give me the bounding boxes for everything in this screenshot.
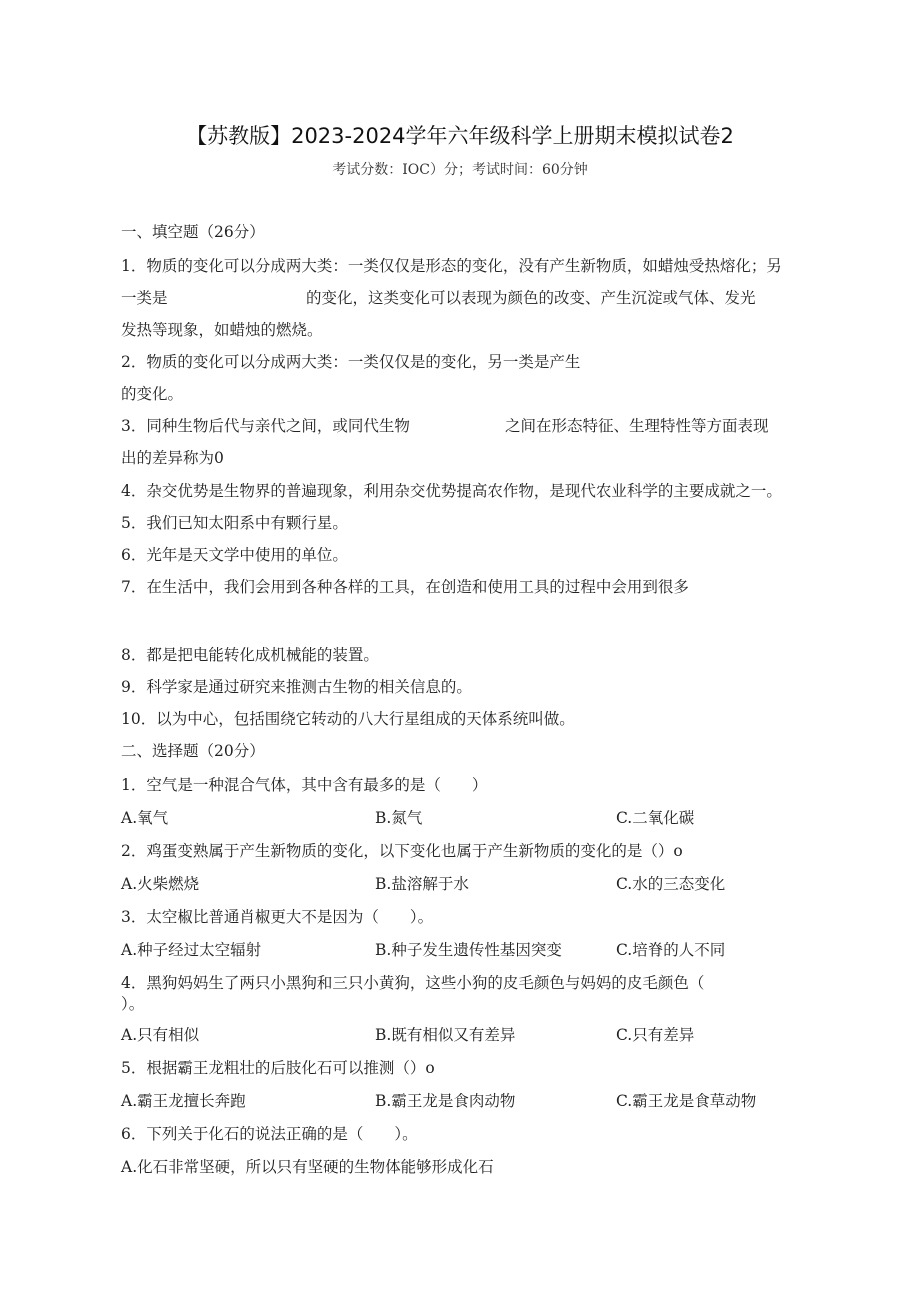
choice-3-option-a: A.种子经过太空辐射 [121,941,262,959]
choice-4-option-a: A.只有相似 [121,1026,200,1044]
choice-2-option-a: A.火柴燃烧 [121,875,200,893]
question-4: 4．杂交优势是生物界的普遍现象，利用杂交优势提高农作物，是现代农业科学的主要成就之一。 [121,482,782,500]
choice-5-option-a: A.霸王龙擅长奔跑 [121,1092,246,1110]
section-heading-fill-in: 一、填空题（26分） [121,223,265,241]
question-8: 8．都是把电能转化成机械能的装置。 [121,646,379,664]
choice-6-option-a: A.化石非常坚硬，所以只有坚硬的生物体能够形成化石 [121,1158,494,1176]
question-1-line-2-end: 的变化，这类变化可以表现为颜色的改变、产生沉淀或气体、发光 [306,289,756,307]
question-5: 5．我们已知太阳系中有颗行星。 [121,514,348,532]
question-1-line-2-start: 一类是 [121,289,168,307]
question-3-line-2: 出的差异称为0 [121,449,224,467]
exam-info: 考试分数：IOC）分；考试时间：60分钟 [332,162,588,178]
choice-2-option-c: C.水的三态变化 [616,875,726,893]
question-3-line-1-end: 之间在形态特征、生理特性等方面表现 [505,417,769,435]
choice-3-stem: 3．太空椒比普通肖椒更大不是因为（ ）。 [121,908,434,926]
choice-1-option-a: A.氧气 [121,809,169,827]
question-7: 7．在生活中，我们会用到各种各样的工具，在创造和使用工具的过程中会用到很多 [121,578,689,596]
choice-4-option-b: B.既有相似又有差异 [375,1026,516,1044]
choice-5-stem: 5．根据霸王龙粗壮的后肢化石可以推测（）o [121,1059,435,1077]
question-2-line-1: 2．物质的变化可以分成两大类：一类仅仅是的变化，另一类是产生 [121,353,581,371]
question-9: 9．科学家是通过研究来推测古生物的相关信息的。 [121,678,472,696]
choice-4-option-c: C.只有差异 [616,1026,695,1044]
choice-1-option-c: C.二氧化碳 [616,809,695,827]
choice-2-stem: 2．鸡蛋变熟属于产生新物质的变化，以下变化也属于产生新物质的变化的是（）o [121,842,683,860]
choice-3-option-b: B.种子发生遗传性基因突变 [375,941,562,959]
choice-3-option-c: C.培脊的人不同 [616,941,726,959]
choice-4-stem-line-1: 4．黑狗妈妈生了两只小黑狗和三只小黄狗，这些小狗的皮毛颜色与妈妈的皮毛颜色（ [121,974,705,992]
choice-4-stem-line-2: ）。 [121,995,145,1013]
question-2-line-2: 的变化。 [121,385,184,403]
section-heading-choice: 二、选择题（20分） [121,742,265,760]
choice-5-option-b: B.霸王龙是食肉动物 [375,1092,516,1110]
question-10: 10．以为中心，包括围绕它转动的八大行星组成的天体系统叫做。 [121,710,575,728]
choice-1-stem: 1．空气是一种混合气体，其中含有最多的是（ ） [121,776,488,794]
choice-2-option-b: B.盐溶解于水 [375,875,469,893]
question-1-line-3: 发热等现象，如蜡烛的燃烧。 [121,321,323,339]
question-6: 6．光年是天文学中使用的单位。 [121,546,348,564]
question-1-line-1: 1．物质的变化可以分成两大类：一类仅仅是形态的变化，没有产生新物质，如蜡烛受热熔化；另 [121,257,782,275]
page-title: 【苏教版】2023-2024学年六年级科学上册期末模拟试卷2 [186,124,734,148]
choice-5-option-c: C.霸王龙是食草动物 [616,1092,757,1110]
choice-1-option-b: B.氮气 [375,809,423,827]
question-3-line-1-start: 3．同种生物后代与亲代之间，或同代生物 [121,417,410,435]
choice-6-stem: 6．下列关于化石的说法正确的是（ ）。 [121,1125,418,1143]
